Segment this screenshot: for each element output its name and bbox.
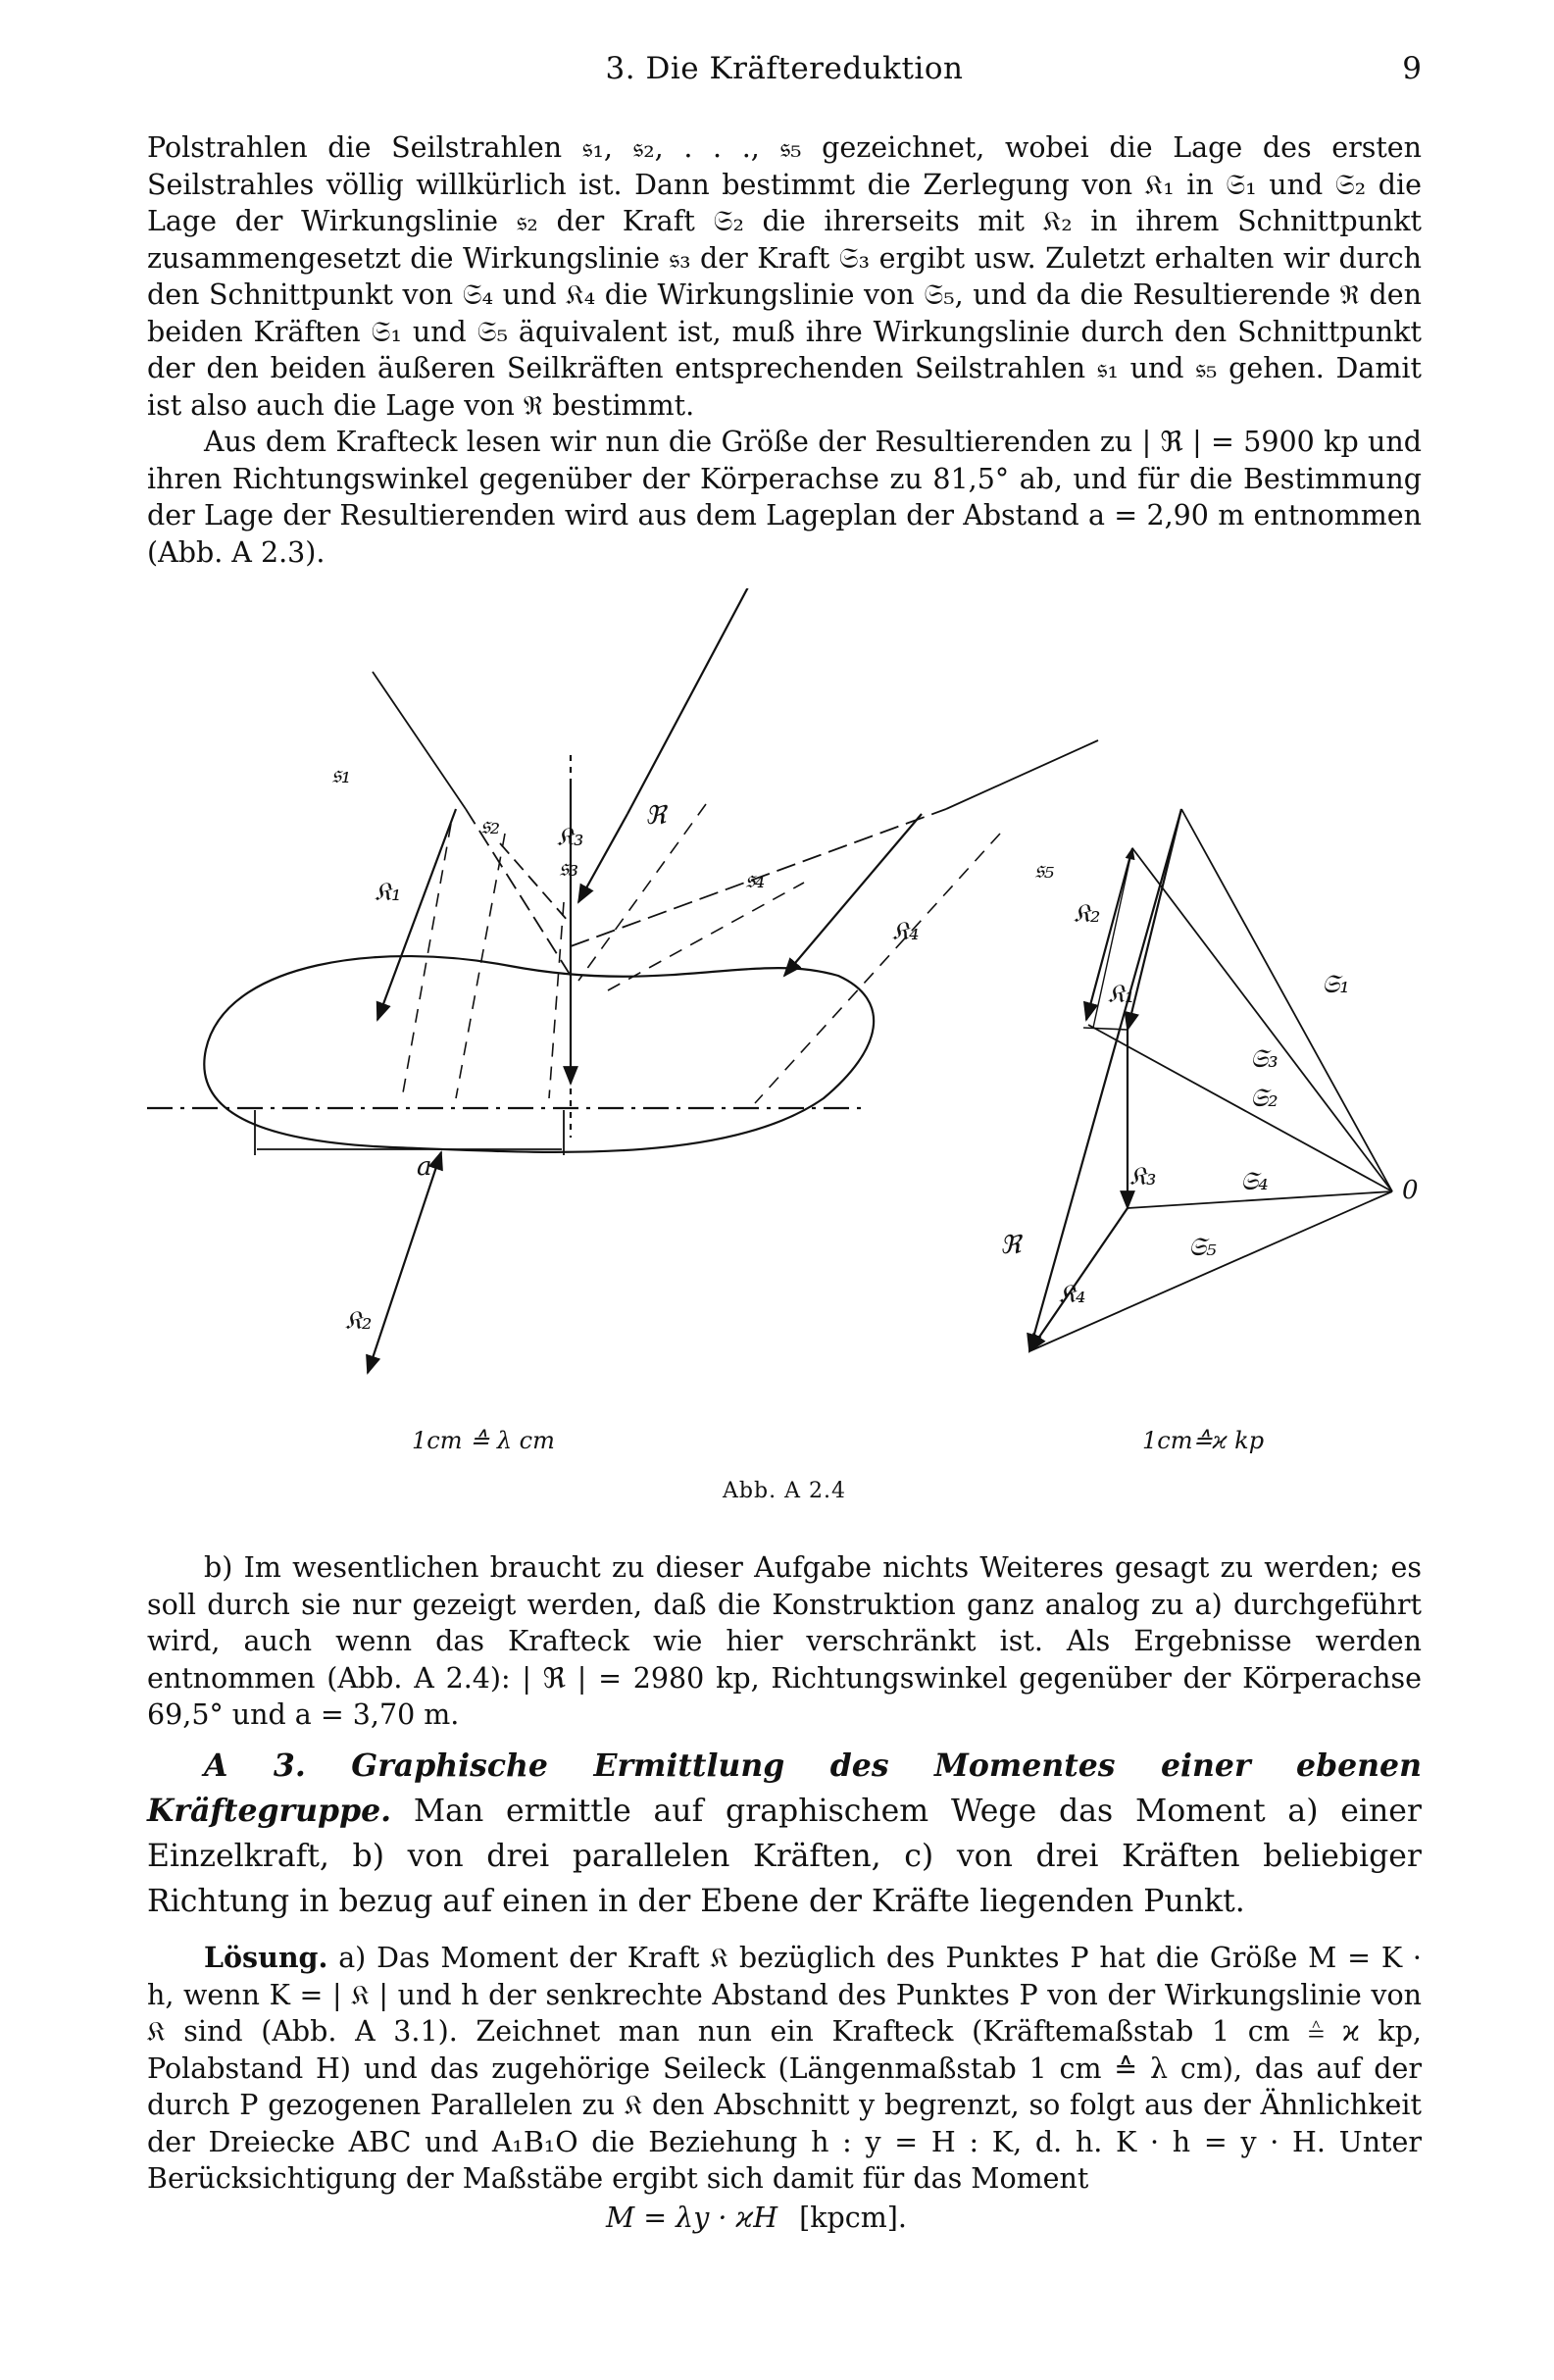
label-s5: 𝔰₅ xyxy=(1034,855,1055,885)
label-k4: 𝔎₄ xyxy=(892,917,920,946)
figure-abb-a-2-4 xyxy=(118,588,1451,1503)
figure-caption: Abb. A 2.4 xyxy=(723,1479,846,1503)
label-s3: 𝔰₃ xyxy=(559,853,579,883)
label-a: a xyxy=(417,1152,432,1182)
solution-text: a) Das Moment der Kraft 𝔎 bezüglich des Punktes P hat die Größe M = K · h, wenn K = | 𝔎 | und h der senkrechte Abstand des Punktes P von der Wirkungslinie von 𝔎 sind (Abb. A 3.1). Zeichnet man nun ein Krafteck (Kräftemaßstab 1 cm ≙ ϰ kp, Polabstand H) und das zugehörige Seileck (Längenmaßstab 1 cm ≙ λ cm), das auf der durch P gezogenen Parallelen zu 𝔎 den Abschnitt y begrenzt, so folgt aus der Ähnlichkeit der Dreiecke ABC und A₁B₁O die Beziehung h : y = H : K, d. h. K · h = y · H. Unter Berücksichtigung der Maßstäbe ergibt sich damit für das Moment xyxy=(147,1942,1422,2195)
label-S1: 𝔖₁ xyxy=(1322,970,1350,999)
running-title: 3. Die Kräftereduktion xyxy=(605,51,964,86)
text-block-b xyxy=(147,1549,1422,1734)
label-S3: 𝔖₃ xyxy=(1250,1044,1278,1074)
force-k4-line xyxy=(784,814,922,976)
seilstrahl-s1 xyxy=(373,672,466,809)
label-k3: 𝔎₃ xyxy=(557,823,584,852)
text-block-top xyxy=(147,129,1422,571)
label-S4: 𝔖₄ xyxy=(1240,1167,1269,1196)
label-S5: 𝔖₅ xyxy=(1188,1233,1217,1262)
formula-unit: [kpcm]. xyxy=(799,2201,907,2234)
krafteck-r xyxy=(1029,809,1181,1351)
text-block-solution xyxy=(147,1940,1422,2236)
label-k3-krafteck: 𝔎₃ xyxy=(1129,1162,1157,1191)
section-a3-heading: A 3. Graphische Ermittlung des Momentes einer ebenen Kräftegruppe. xyxy=(147,1747,1422,1829)
scale-left: 1cm ≙ λ cm xyxy=(412,1427,555,1454)
label-k4-krafteck: 𝔎₄ xyxy=(1059,1280,1086,1309)
moment-formula xyxy=(147,2200,1422,2237)
force-k1-line xyxy=(377,809,456,1020)
seilstrahl-s5 xyxy=(946,740,1098,809)
paragraph-result-a: Aus dem Krafteck lesen wir nun die Größe der Resultierenden zu | ℜ | = 5900 kp und ihren Richtungswinkel gegenüber der Körperachse zu 81,5° ab, und für die Bestimmung der Lage der Resultierenden wird aus dem Lageplan der Abstand a = 2,90 m entnommen (Abb. A 2.3). xyxy=(147,426,1422,569)
label-s1: 𝔰₁ xyxy=(331,760,352,789)
solution-paragraph xyxy=(147,1940,1422,2198)
paragraph-b: b) Im wesentlichen braucht zu dieser Aufgabe nichts Weiteres gesagt zu werden; es soll durch sie nur gezeigt werden, daß die Konstruktion ganz analog zu a) durchgeführt wird, auch wenn das Krafteck wie hier verschränkt ist. Als Ergebnisse werden entnommen (Abb. A 2.4): | ℜ | = 2980 kp, Richtungswinkel gegenüber der Körperachse 69,5° und a = 3,70 m. xyxy=(147,1551,1422,1731)
polstrahl-s2 xyxy=(1132,848,1392,1191)
page-number: 9 xyxy=(1402,51,1422,86)
label-s2: 𝔰₂ xyxy=(480,811,501,840)
label-k1-krafteck: 𝔎₁ xyxy=(1108,980,1135,1009)
section-a3 xyxy=(147,1744,1422,1924)
label-k2-krafteck: 𝔎₂ xyxy=(1074,899,1101,929)
section-a3-paragraph xyxy=(147,1744,1422,1924)
solution-label: Lösung. xyxy=(204,1941,328,1974)
paragraph-seilstrahlen: Polstrahlen die Seilstrahlen 𝔰₁, 𝔰₂, . . ., 𝔰₅ gezeichnet, wobei die Lage des ersten Seilstrahles völlig willkürlich ist. Dann bestimmt die Zerlegung von 𝔎₁ in 𝔖₁ und 𝔖₂ die Lage der Wirkungslinie 𝔰₂ der Kraft 𝔖₂ die ihrerseits mit 𝔎₂ in ihrem Schnittpunkt zusammengesetzt die Wirkungslinie 𝔰₃ der Kraft 𝔖₃ ergibt usw. Zuletzt erhalten wir durch den Schnittpunkt von 𝔖₄ und 𝔎₄ die Wirkungslinie von 𝔖₅, und da die Resultierende ℜ den beiden Kräften 𝔖₁ und 𝔖₅ äquivalent ist, muß ihre Wirkungslinie durch den Schnittpunkt der den beiden äußeren Seilkräften entsprechenden Seilstrahlen 𝔰₁ und 𝔰₅ gehen. Damit ist also auch die Lage von ℜ bestimmt. xyxy=(147,131,1422,422)
scale-right: 1cm≙ϰ kp xyxy=(1142,1427,1265,1454)
figure-drawing xyxy=(118,588,1451,1500)
label-k2: 𝔎₂ xyxy=(345,1306,373,1336)
label-S2: 𝔖₂ xyxy=(1250,1084,1278,1113)
label-r-krafteck: ℜ xyxy=(1000,1231,1022,1260)
label-r-lageplan: ℜ xyxy=(645,801,667,831)
section-a3-text: Man ermittle auf graphischem Wege das Moment a) einer Einzelkraft, b) von drei parallelen Kräften, c) von drei Kräften beliebiger Richtung in bezug auf einen in der Ebene der Kräfte liegenden Punkt. xyxy=(147,1794,1422,1919)
formula-expression: M = λy · ϰH xyxy=(606,2201,778,2234)
label-pole-o: 0 xyxy=(1402,1176,1419,1205)
label-s4: 𝔰₄ xyxy=(745,865,766,894)
force-k2-line xyxy=(368,1152,441,1373)
page-header xyxy=(147,51,1422,100)
label-k1: 𝔎₁ xyxy=(375,878,402,907)
body-contour xyxy=(204,956,874,1152)
dimension-a xyxy=(255,1110,564,1155)
